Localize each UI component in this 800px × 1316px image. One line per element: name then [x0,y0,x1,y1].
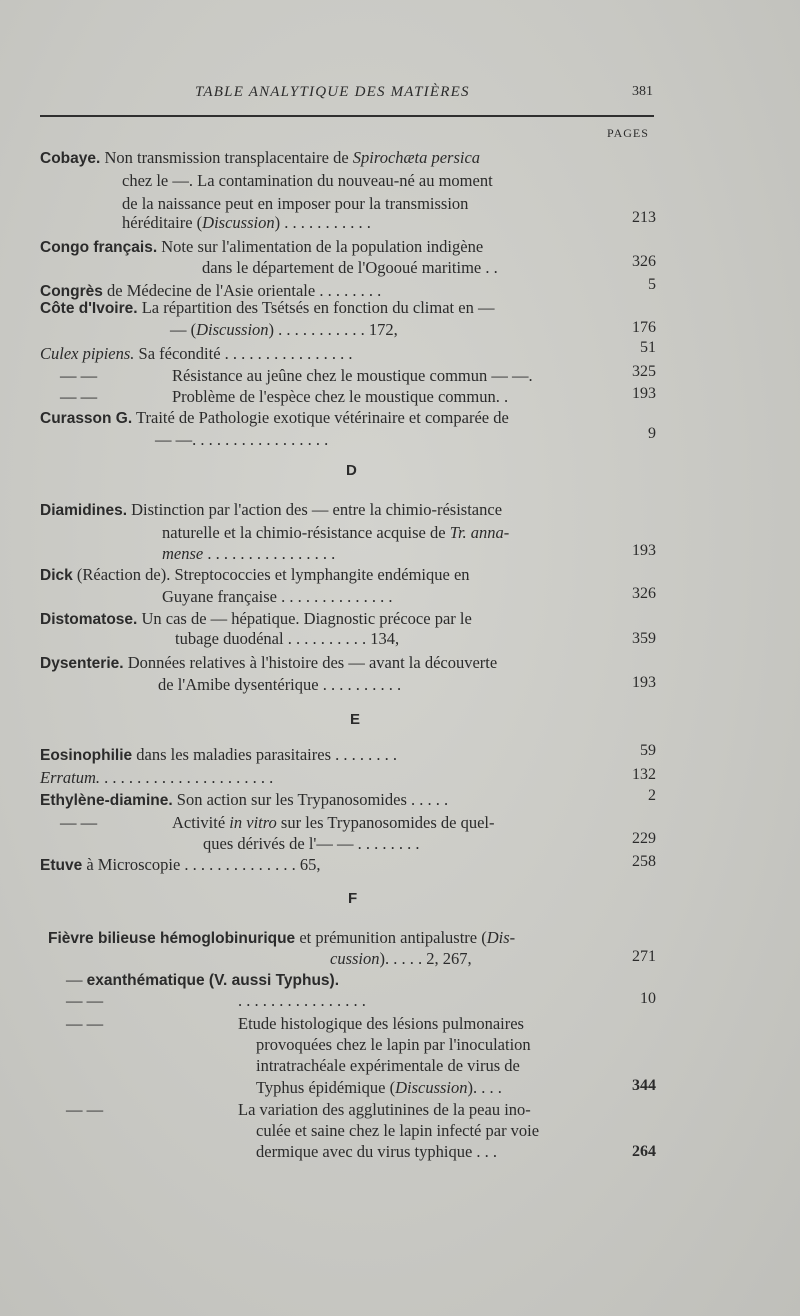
entry-fievre-line1 [48,928,515,949]
entry-distomatose-page: 359 [632,630,656,647]
entry-text: sur les Trypanosomides de quel- [280,813,495,832]
entry-term: Dysenterie. [40,655,124,672]
entry-congres-page: 5 [648,276,656,293]
entry-text: (Réaction de). Streptococcies et lymphangite endémique en [76,565,470,584]
page-number: 381 [632,84,653,99]
entry-term: Côte d'Ivoire. [40,300,138,317]
entry-congo-page: 326 [632,253,656,270]
entry-italic: cussion [330,949,380,968]
entry-leader: . . . . . . . . . . . . . . . . . . . . . [100,768,274,787]
ditto-dash: — — [66,991,104,1010]
entry-term: Cobaye. [40,150,101,167]
entry-text: Sa fécondité . . . . . . . . . . . . . . . . [138,344,353,363]
entry-cobaye-line4 [122,213,371,233]
entry-text: Note sur l'alimentation de la population indigène [161,237,484,256]
entry-erratum-line1 [40,768,273,788]
entry-culex-line1 [40,344,353,364]
entry-fievre-sub2-page: 344 [632,1077,656,1094]
entry-fievre-exanthematique [66,970,339,991]
ditto-dash: — — [66,1014,104,1033]
entry-diamidines-line3 [162,544,335,564]
running-header-title: TABLE ANALYTIQUE DES MATIÈRES [195,84,470,100]
section-letter-f: F [348,890,358,907]
entry-fievre-sub1 [66,991,366,1011]
entry-leader: ). . . . . 2, 267, [379,949,472,968]
entry-cote-page: 176 [632,319,656,336]
ditto-dash: — — [60,366,98,385]
entry-diamidines-line1 [40,500,502,521]
entry-diamidines-line2 [162,523,509,543]
entry-leader: ) . . . . . . . . . . . 172, [268,320,398,339]
entry-term: Diamidines. [40,502,127,519]
entry-text: Un cas de — hépatique. Diagnostic précoce par le [141,609,472,628]
entry-ethylene-line1 [40,790,448,811]
entry-cobaye-line3: de la naissance peut en imposer pour la transmission [122,194,469,213]
entry-leader: . . . . . . . . . . . . . . . . [203,544,336,563]
entry-eosinophilie-line1 [40,745,397,766]
entry-term: Etuve [40,857,83,874]
entry-leader: . . . . . . . . . . . . . . . . [238,991,366,1010]
entry-congo-line2: dans le département de l'Ogooué maritime . . [202,258,498,277]
entry-text: et prémunition antipalustre ( [299,928,487,947]
entry-leader: ) . . . . . . . . . . . [274,213,371,232]
entry-italic: Dis- [486,928,516,947]
entry-leader: ). . . . [467,1078,502,1097]
entry-text: à Microscopie . . . . . . . . . . . . . . 65, [86,855,321,874]
entry-text: Etude histologique des lésions pulmonaires [238,1014,524,1033]
entry-dick-line2: Guyane française . . . . . . . . . . . . . . [162,587,393,606]
entry-italic: Discussion [196,320,269,339]
entry-cobaye-line1 [40,148,480,169]
entry-term: exanthématique (V. aussi Typhus). [86,972,339,989]
entry-fievre-sub2-line3: intratrachéale expérimentale de virus de [256,1056,520,1075]
entry-congo-line1 [40,237,483,258]
entry-term: Congo français. [40,239,158,256]
entry-eosinophilie-page: 59 [640,742,656,759]
entry-cote-line1 [40,298,494,319]
entry-text: Son action sur les Trypanosomides . . . . . [176,790,449,809]
ditto-dash: — [66,970,83,989]
ditto-dash: — — [60,387,98,406]
entry-dysenterie-line1 [40,653,497,674]
entry-ethylene-sub-page: 229 [632,830,656,847]
section-letter-d: D [346,462,357,479]
entry-text: dans les maladies parasitaires . . . . . . . . [136,745,398,764]
entry-fievre-sub3-page: 264 [632,1143,656,1160]
entry-text: Activité [172,813,226,832]
entry-cote-line2 [170,320,398,340]
entry-term: Erratum. [40,768,101,787]
entry-curasson-line1 [40,408,509,429]
entry-distomatose-line2: tubage duodénal . . . . . . . . . . 134, [175,629,400,648]
entry-italic: Discussion [395,1078,468,1097]
entry-fievre-sub1-page: 10 [640,990,656,1007]
entry-term: Distomatose. [40,611,138,628]
entry-term: Congrès [40,283,103,300]
entry-term: Eosinophilie [40,747,133,764]
entry-text: La répartition des Tsétsés en fonction du climat en — [141,298,495,317]
entry-fievre-sub3-line1 [66,1100,531,1120]
entry-text: naturelle et la chimio-résistance acquise de [162,523,446,542]
entry-fievre-page: 271 [632,948,656,965]
entry-dick-page: 326 [632,585,656,602]
entry-text: Non transmission transplacentaire de [104,148,349,167]
entry-dysenterie-line2: de l'Amibe dysentérique . . . . . . . . . . [158,675,402,694]
entry-text: — ( [170,320,197,339]
entry-term: Ethylène-diamine. [40,792,173,809]
entry-fievre-line2 [330,949,472,969]
entry-ethylene-sub-line2: ques dérivés de l'— — . . . . . . . . [203,834,420,853]
entry-erratum-page: 132 [632,766,656,783]
entry-italic: Spirochæta persica [352,148,481,167]
entry-text: Typhus épidémique ( [256,1078,396,1097]
entry-fievre-sub2-line2: provoquées chez le lapin par l'inoculation [256,1035,531,1054]
entry-cobaye-page: 213 [632,209,656,226]
entry-dick-line1 [40,565,470,586]
entry-dysenterie-page: 193 [632,674,656,691]
entry-text: Données relatives à l'histoire des — avant la découverte [127,653,498,672]
entry-fievre-sub2-line4 [256,1078,502,1098]
entry-culex-sub2 [60,387,508,407]
entry-text: héréditaire ( [122,213,203,232]
entry-diamidines-page: 193 [632,542,656,559]
entry-italic: mense [162,544,204,563]
entry-cobaye-line2: chez le —. La contamination du nouveau-né au moment [122,171,493,190]
section-letter-e: E [350,711,361,728]
entry-term: Dick [40,567,73,584]
entry-text: Distinction par l'action des — entre la chimio-résistance [131,500,503,519]
entry-term: Curasson G. [40,410,133,427]
entry-italic: in vitro [229,813,277,832]
entry-curasson-line2: — —. . . . . . . . . . . . . . . . . [155,430,329,449]
entry-culex-sub2-page: 193 [632,385,656,402]
entry-etuve-page: 258 [632,853,656,870]
entry-italic: Tr. anna- [449,523,510,542]
ditto-dash: — — [60,813,98,832]
entry-curasson-page: 9 [648,425,656,442]
entry-italic: Discussion [202,213,275,232]
entry-term: Fièvre bilieuse hémoglobinurique [48,930,296,947]
entry-term: Culex pipiens. [40,344,135,363]
entry-text: Résistance au jeûne chez le moustique commun — —. [172,366,533,385]
header-rule [40,115,654,117]
entry-culex-sub1-page: 325 [632,363,656,380]
pages-column-label: PAGES [607,126,649,140]
entry-text: Problème de l'espèce chez le moustique commun. . [172,387,509,406]
entry-etuve-line1 [40,855,321,876]
entry-text: Traité de Pathologie exotique vétérinaire et comparée de [136,408,509,427]
entry-fievre-sub3-line2: culée et saine chez le lapin infecté par voie [256,1121,540,1140]
entry-ethylene-page: 2 [648,787,656,804]
ditto-dash: — — [66,1100,104,1119]
entry-fievre-sub3-line3: dermique avec du virus typhique . . . [256,1142,498,1161]
entry-fievre-sub2-line1 [66,1014,524,1034]
entry-distomatose-line1 [40,609,472,630]
entry-culex-page: 51 [640,339,656,356]
entry-ethylene-sub-line1 [60,813,495,833]
entry-text: de Médecine de l'Asie orientale . . . . . . . . [107,281,382,300]
entry-culex-sub1 [60,366,533,386]
entry-text: La variation des agglutinines de la peau ino- [238,1100,531,1119]
